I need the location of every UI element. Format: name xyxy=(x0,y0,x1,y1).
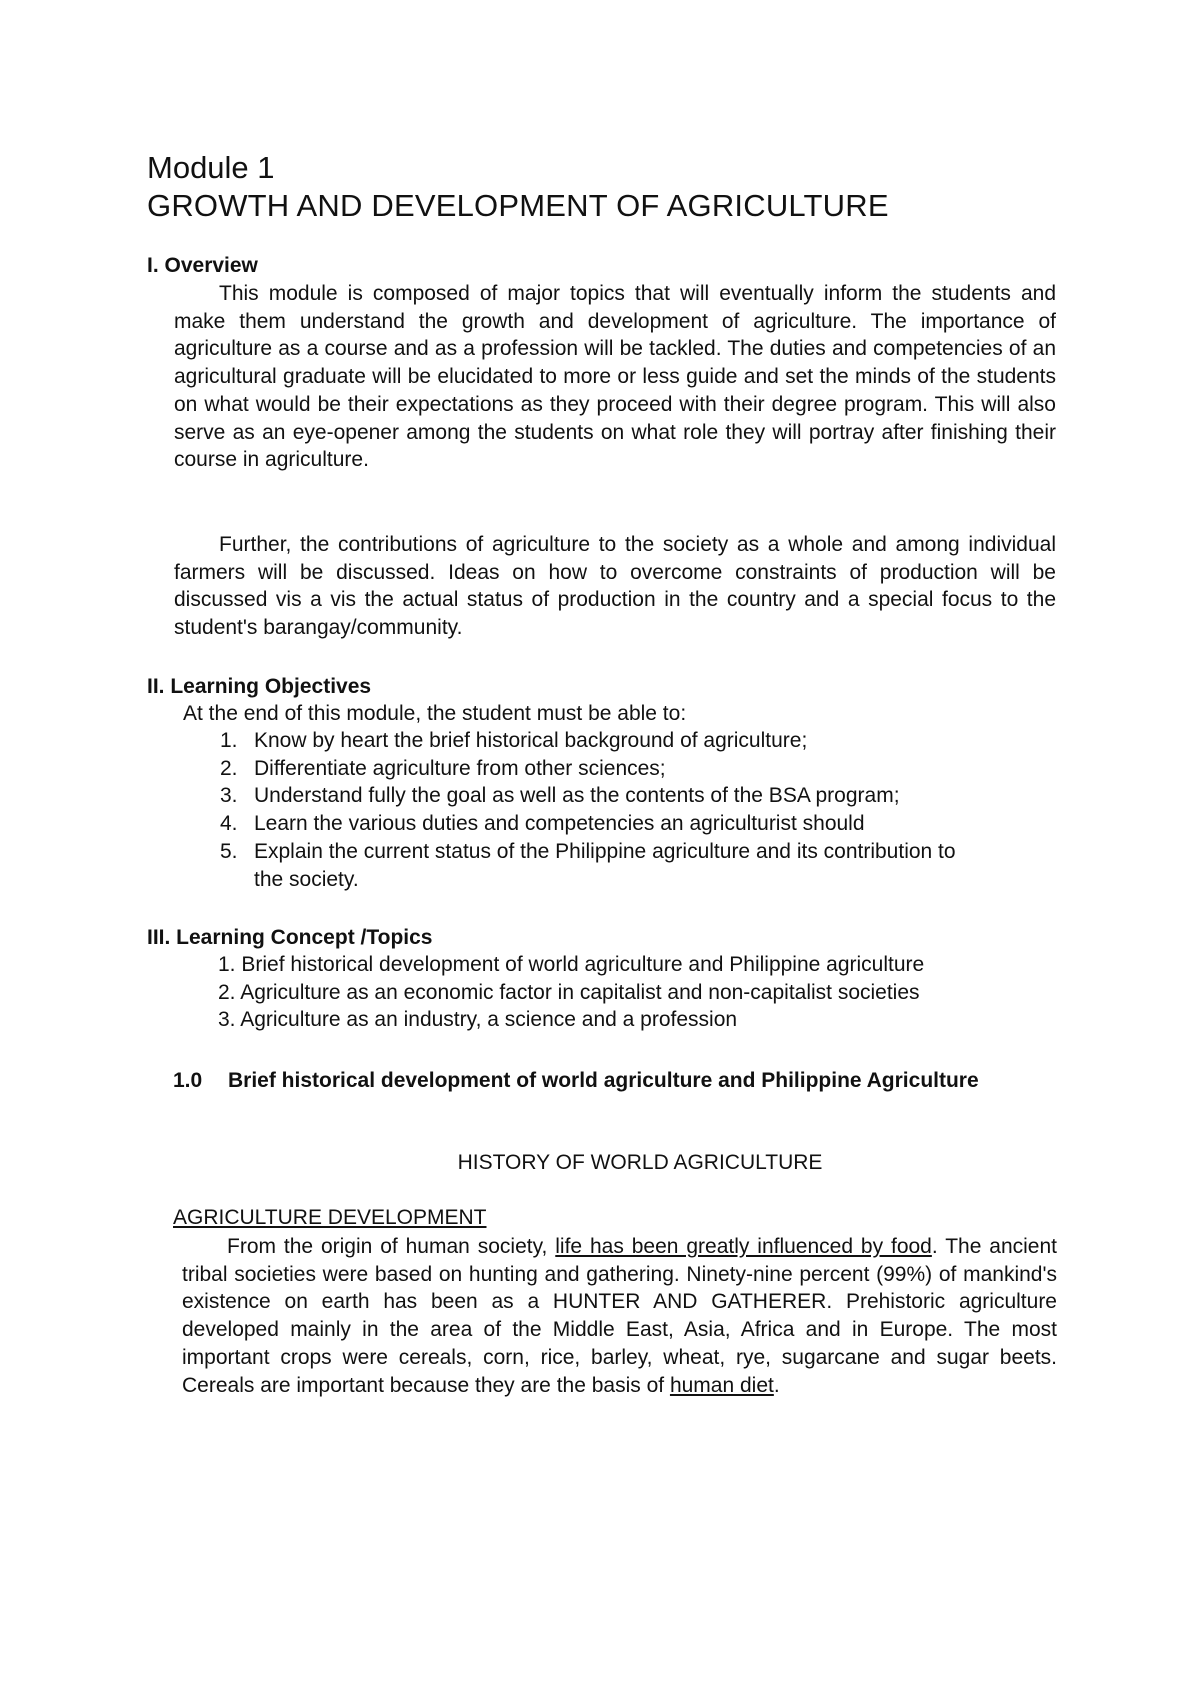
overview-paragraph-1: This module is composed of major topics that will eventually inform the students and make them understand the growth and development of agriculture. The importance of agriculture as a course and as a profession will be tackled. The duties and competencies of an agricultural graduate will be elucidated to more or less guide and set the minds of the students on what would be their expectations as they proceed with their degree program. This will also serve as an eye-opener among the students on what role they will portray after finishing their course in agriculture. xyxy=(174,282,1056,472)
objective-item: 4. Learn the various duties and competencies an agriculturist should xyxy=(220,812,865,836)
topic-item: 2. Agriculture as an economic factor in capitalist and non-capitalist societies xyxy=(218,980,920,1004)
objective-item: 2. Differentiate agriculture from other sciences; xyxy=(220,756,666,780)
objective-item: 3. Understand fully the goal as well as the contents of the BSA program; xyxy=(220,784,900,808)
overview-paragraph-2: Further, the contributions of agriculture to the society as a whole and among individual farmers will be discussed. Ideas on how to overcome constraints of production will be discussed vis a vis the actual status of production in the country and a special focus to the student's barangay/community. xyxy=(174,533,1056,640)
objectives-heading: II. Learning Objectives xyxy=(147,675,372,698)
overview-heading: I. Overview xyxy=(147,254,258,277)
section-title: Brief historical development of world agriculture and Philippine Agriculture xyxy=(228,1069,979,1092)
topic-item: 1. Brief historical development of world agriculture and Philippine agriculture xyxy=(218,953,925,976)
topics-list xyxy=(218,951,924,1034)
topics-heading: III. Learning Concept /Topics xyxy=(147,926,433,949)
objective-item: 5. Explain the current status of the Philippine agriculture and its contribution to the society. xyxy=(220,839,956,891)
topic-item: 3. Agriculture as an industry, a science and a profession xyxy=(218,1008,738,1032)
objectives-intro: At the end of this module, the student must be able to: xyxy=(183,702,687,725)
objective-item: 1. Know by heart the brief historical background of agriculture; xyxy=(220,729,808,752)
module-label: Module 1 xyxy=(147,150,275,185)
agriculture-development-paragraph: From the origin of human society, life has been greatly influenced by food. The ancient tribal societies were based on hunting and gathering. Ninety-nine percent (99%) of mankind's existence on earth has been as a HUNTER AND GATHERER. Prehistoric agriculture developed mainly in the area of the Middle East, Asia, Africa and in Europe. The most important crops were cereals, corn, rice, barley, wheat, rye, sugarcane and sugar beets. Cereals are important because they are the basis of human diet. xyxy=(182,1235,1058,1397)
objectives-list xyxy=(220,727,1050,893)
underlined-phrase: human diet xyxy=(669,1373,774,1397)
agriculture-development-heading: AGRICULTURE DEVELOPMENT xyxy=(173,1206,487,1229)
module-title: GROWTH AND DEVELOPMENT OF AGRICULTURE xyxy=(147,188,889,223)
section-number: 1.0 xyxy=(173,1069,203,1092)
underlined-phrase: life has been greatly influenced by food xyxy=(555,1235,932,1258)
history-title: HISTORY OF WORLD AGRICULTURE xyxy=(457,1151,823,1174)
